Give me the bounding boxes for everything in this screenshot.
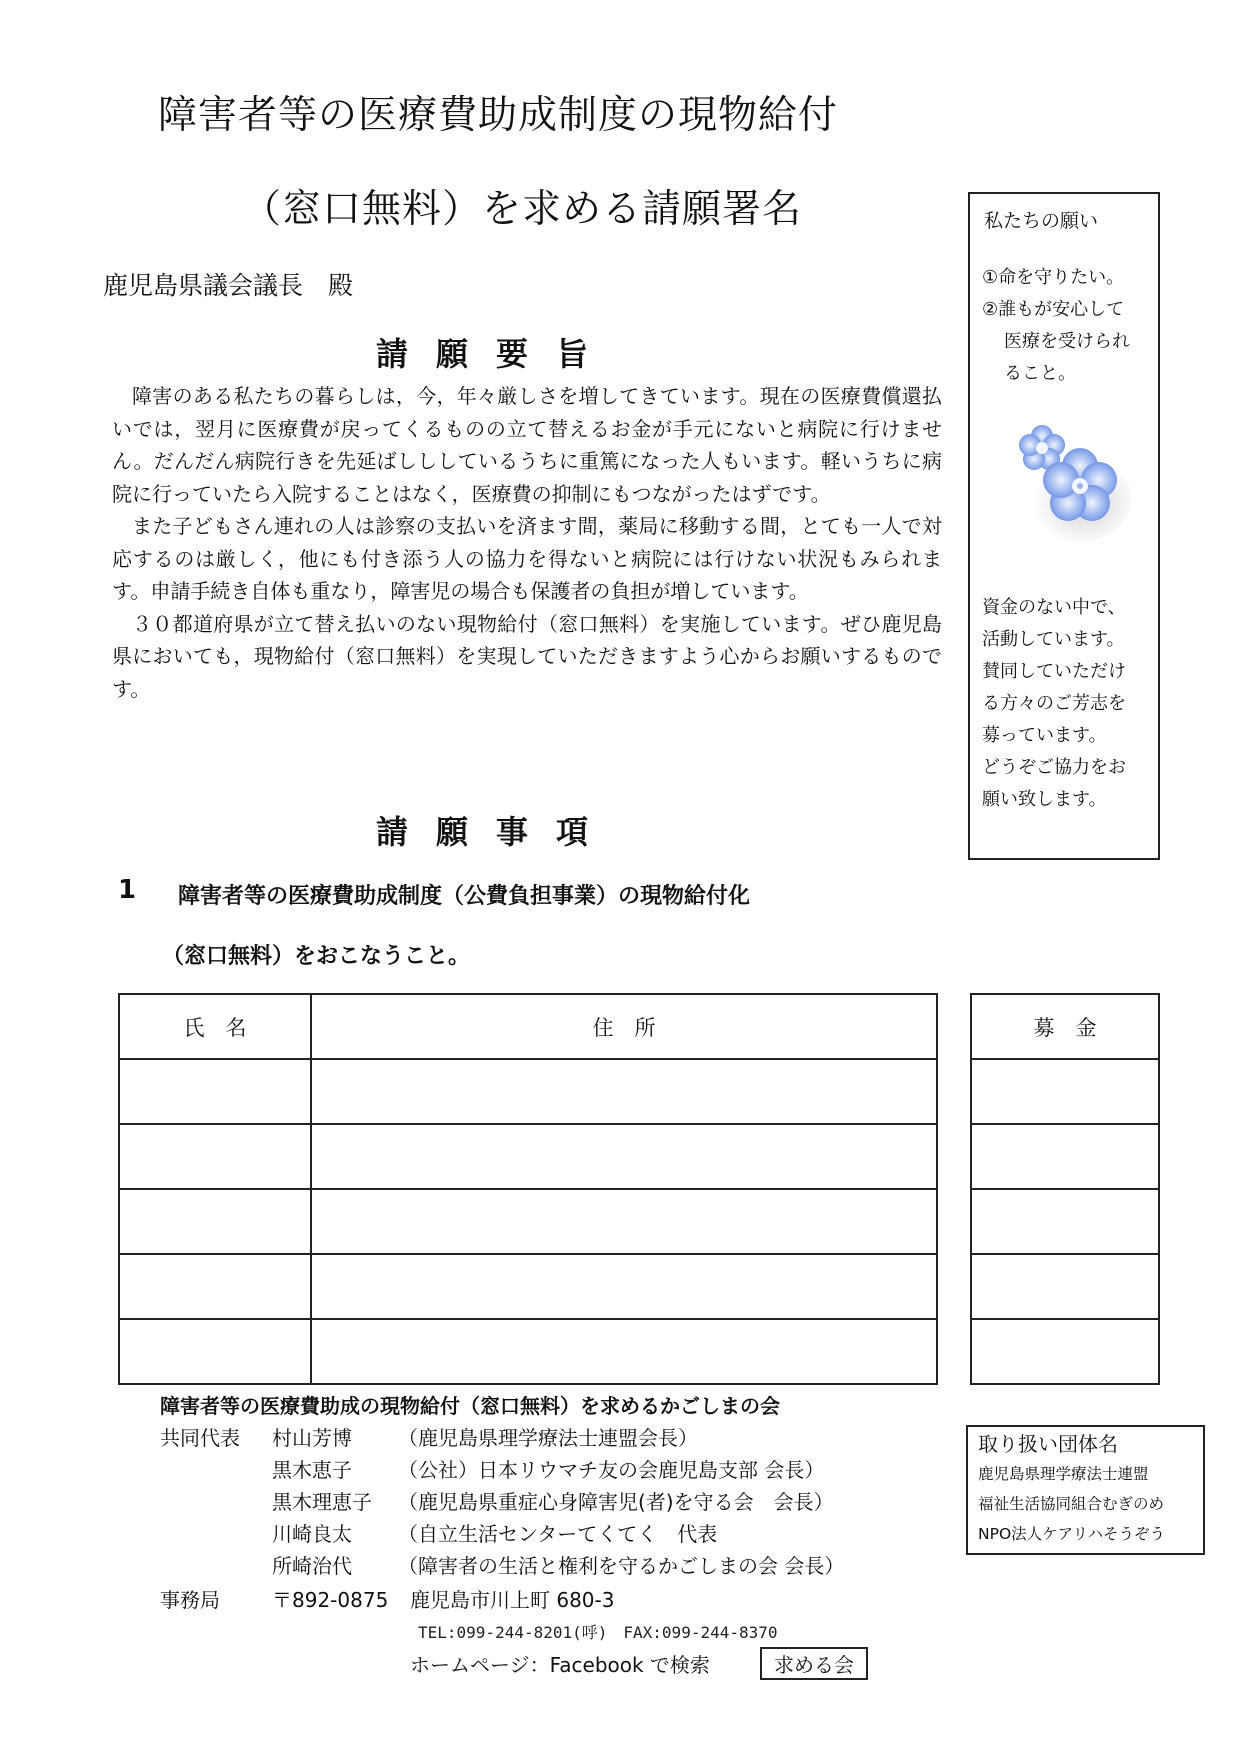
handling-group-item: NPO法人ケアリハそうぞう [978,1525,1166,1543]
office-label: 事務局 [160,1588,220,1612]
representative-role: （鹿児島県重症心身障害児(者)を守る会 会長） [398,1490,834,1514]
address-column-header: 住 所 [311,994,937,1059]
item-line-1: 障害者等の医療費助成制度（公費負担事業）の現物給付化 [178,884,751,909]
summary-paragraph: ３０都道府県が立て替え払いのない現物給付（窓口無料）を実施しています。ぜひ鹿児島県においても，現物給付（窓口無料）を実現していただきますよう心からお願いするものです。 [112,611,942,701]
address-field[interactable] [311,1059,937,1124]
item-number: 1 [118,875,137,905]
donation-field[interactable] [971,1189,1159,1254]
signature-row [119,1319,937,1384]
representatives-label: 共同代表 [160,1426,240,1450]
postal-code: 〒892-0875 [272,1588,389,1612]
signature-table [118,993,938,1385]
representative-name: 川崎良太 [272,1522,352,1546]
sidebar-title: 私たちの願い [984,210,1099,232]
summary-paragraph: また子どもさん連れの人は診察の支払いを済ます間，薬局に移動する間，とても一人で対応するのは厳しく，他にも付き添う人の協力を得ないと病院には行けない状況もみられます。申請手続き自体も重なり，障害児の場合も保護者の負担が増しています。 [112,514,942,603]
organization-name: 障害者等の医療費助成の現物給付（窓口無料）を求めるかごしまの会 [160,1394,780,1418]
homepage-label: ホームページ：Facebook で検索 [410,1653,710,1677]
summary-paragraph: 障害のある私たちの暮らしは，今，年々厳しさを増してきています。現在の医療費償還払いでは，翌月に医療費が戻ってくるものの立て替えるお金が手元にないと病院に行けません。だんだん病院行きを先延ばしししているうちに重篤になった人もいます。軽いうちに病院に行っていたら入院することはなく，医療費の抑制にもつながったはずです。 [112,384,942,506]
wish-item: ること。 [1004,363,1076,384]
signature-row [119,1124,937,1189]
title-line-1: 障害者等の医療費助成制度の現物給付 [158,93,839,138]
office-address: 鹿児島市川上町 680-3 [410,1588,615,1612]
address-field[interactable] [311,1124,937,1189]
donation-note-line: どうぞご協力をお [982,757,1126,778]
wish-item: 医療を受けられ [1004,331,1130,352]
title-line-2: （窓口無料）を求める請願署名 [242,187,803,232]
summary-heading: 請願要旨 [376,335,617,373]
signature-row [119,1254,937,1319]
handling-group-item: 鹿児島県理学療法士連盟 [978,1465,1149,1483]
name-field[interactable] [119,1059,311,1124]
representative-name: 黒木恵子 [272,1458,352,1482]
signature-row [119,1059,937,1124]
summary-body [112,380,942,705]
address-field[interactable] [311,1254,937,1319]
signature-row [119,1189,937,1254]
name-field[interactable] [119,1319,311,1384]
item-line-2: （窓口無料）をおこなうこと。 [162,944,471,969]
name-column-header: 氏 名 [119,994,311,1059]
name-field[interactable] [119,1254,311,1319]
donation-note-line: 賛同していただけ [982,661,1126,682]
donation-note-line: 活動しています。 [982,629,1125,650]
donation-note-line: 資金のない中で、 [982,597,1126,618]
donation-note-line: 願い致します。 [982,789,1107,810]
representative-role: （公社）日本リウマチ友の会鹿児島支部 会長） [398,1458,825,1482]
items-heading: 請願事項 [376,813,617,851]
search-term-box: 求める会 [760,1647,868,1680]
donation-note [982,592,1126,816]
donation-field[interactable] [971,1319,1159,1384]
address-field[interactable] [311,1189,937,1254]
donation-note-line: 募っています。 [982,725,1107,746]
representative-name: 村山芳博 [272,1426,352,1450]
donation-field[interactable] [971,1059,1159,1124]
donation-field[interactable] [971,1124,1159,1189]
donation-table [970,993,1160,1385]
handling-groups-title: 取り扱い団体名 [978,1432,1118,1456]
representative-role: （自立生活センターてくてく 代表 [398,1522,718,1546]
contact-info: TEL:099-244-8201(呼) FAX:099-244-8370 [418,1623,778,1642]
addressee: 鹿児島県議会議長 殿 [103,271,354,300]
name-field[interactable] [119,1189,311,1254]
representative-role: （障害者の生活と権利を守るかごしまの会 会長） [398,1554,845,1578]
handling-group-item: 福祉生活協同組合むぎのめ [978,1495,1165,1513]
donation-note-line: る方々のご芳志を [982,693,1126,714]
wish-item: ①命を守りたい。 [982,267,1125,288]
address-field[interactable] [311,1319,937,1384]
donation-field[interactable] [971,1254,1159,1319]
name-field[interactable] [119,1124,311,1189]
wish-item: ②誰もが安心して [982,299,1125,320]
donation-column-header: 募 金 [971,994,1159,1059]
representative-role: （鹿児島県理学療法士連盟会長） [398,1426,698,1450]
flower-icon [1010,418,1136,548]
representative-name: 所崎治代 [272,1554,352,1578]
representative-name: 黒木理恵子 [272,1490,372,1514]
